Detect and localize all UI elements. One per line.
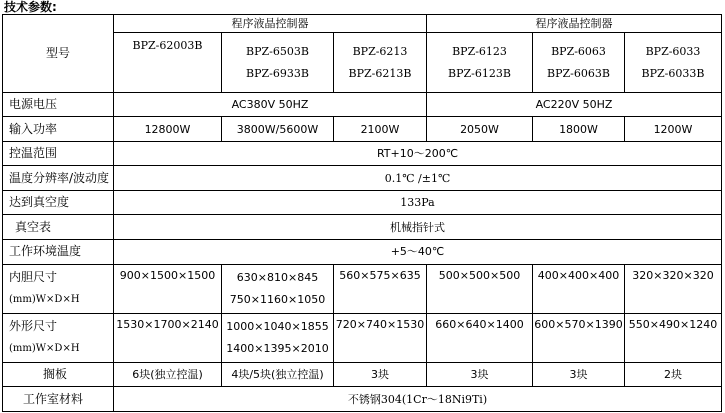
model-group-2: 程序液晶控制器: [427, 15, 722, 33]
power-value: 1800W: [533, 117, 625, 142]
shelf-value: 4块/5块(独立控温): [222, 362, 334, 387]
shelf-value: 3块: [533, 362, 625, 387]
resolution-label: 温度分辨率/波动度: [3, 166, 114, 191]
power-value: 1200W: [625, 117, 722, 142]
voltage-value-2: AC220V 50HZ: [427, 92, 722, 117]
power-label: 输入功率: [3, 117, 114, 142]
shelf-value: 3块: [427, 362, 533, 387]
shelf-label: 搁板: [3, 362, 114, 387]
outer-value: 720×740×1530: [334, 313, 427, 362]
model-cell: BPZ-6213 BPZ-6213B: [334, 33, 427, 92]
shelf-value: 6块(独立控温): [114, 362, 222, 387]
power-value: 3800W/5600W: [222, 117, 334, 142]
model-cell: BPZ-6033 BPZ-6033B: [625, 33, 722, 92]
model-cell: BPZ-6063 BPZ-6063B: [533, 33, 625, 92]
outer-value: 1000×1040×1855 1400×1395×2010: [222, 313, 334, 362]
shelf-value: 3块: [334, 362, 427, 387]
resolution-value: 0.1℃ /±1℃: [114, 166, 722, 191]
outer-value: 1530×1700×2140: [114, 313, 222, 362]
gauge-label: 真空表: [3, 215, 114, 240]
gauge-value: 机械指针式: [114, 215, 722, 240]
power-value: 12800W: [114, 117, 222, 142]
page-heading: 技术参数:: [4, 0, 57, 14]
power-value: 2100W: [334, 117, 427, 142]
power-value: 2050W: [427, 117, 533, 142]
model-cell: BPZ-6503B BPZ-6933B: [222, 33, 334, 92]
shelf-value: 2块: [625, 362, 722, 387]
outer-value: 660×640×1400: [427, 313, 533, 362]
model-cell: BPZ-6123 BPZ-6123B: [427, 33, 533, 92]
model-cell: BPZ-62003B: [114, 33, 222, 92]
outer-label: 外形尺寸 (mm)W×D×H: [3, 313, 114, 362]
inner-value: 560×575×635: [334, 264, 427, 313]
ambient-value: +5～40℃: [114, 240, 722, 265]
outer-value: 550×490×1240: [625, 313, 722, 362]
temp-range-value: RT+10～200℃: [114, 141, 722, 166]
voltage-label: 电源电压: [3, 92, 114, 117]
material-label: 工作室材料: [3, 387, 114, 412]
inner-label: 内胆尺寸 (mm)W×D×H: [3, 264, 114, 313]
inner-value: 500×500×500: [427, 264, 533, 313]
vacuum-label: 达到真空度: [3, 190, 114, 215]
ambient-label: 工作环境温度: [3, 240, 114, 265]
temp-range-label: 控温范围: [3, 141, 114, 166]
material-value: 不锈钢304(1Cr～18Ni9Ti): [114, 387, 722, 412]
voltage-value-1: AC380V 50HZ: [114, 92, 427, 117]
vacuum-value: 133Pa: [114, 190, 722, 215]
inner-value: 320×320×320: [625, 264, 722, 313]
model-label: 型号: [3, 15, 114, 93]
inner-value: 400×400×400: [533, 264, 625, 313]
inner-value: 900×1500×1500: [114, 264, 222, 313]
inner-value: 630×810×845 750×1160×1050: [222, 264, 334, 313]
outer-value: 600×570×1390: [533, 313, 625, 362]
model-group-1: 程序液晶控制器: [114, 15, 427, 33]
spec-table: [2, 14, 722, 412]
